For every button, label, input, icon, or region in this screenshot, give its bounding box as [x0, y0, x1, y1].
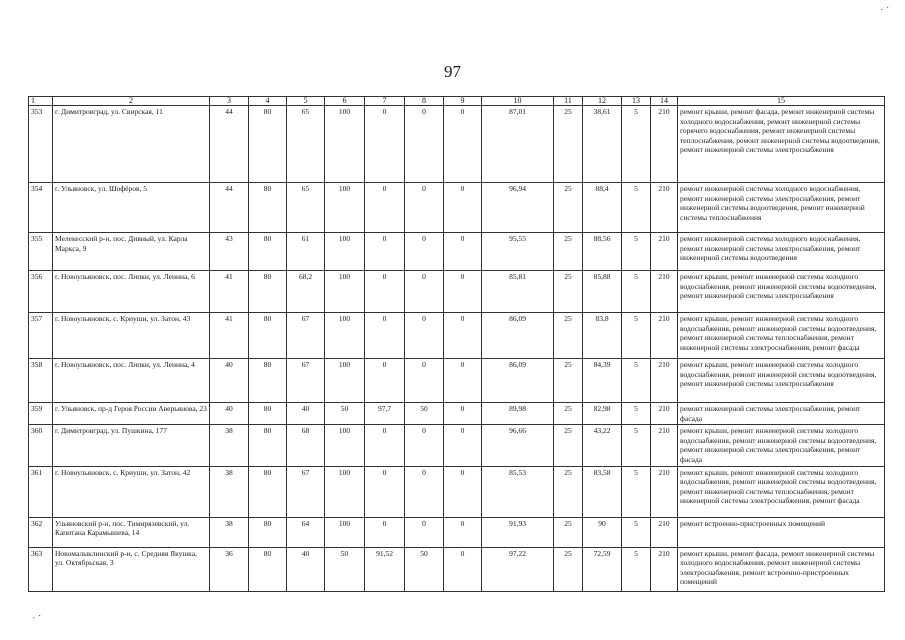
value-cell-col-4: 80 [249, 233, 287, 271]
value-cell-col-14: 210 [651, 403, 678, 425]
value-cell-col-11: 25 [554, 359, 583, 403]
value-cell-col-13: 5 [622, 547, 651, 591]
value-cell-col-13: 5 [622, 517, 651, 547]
value-cell-col-4: 80 [249, 313, 287, 359]
value-cell-col-8: 0 [405, 517, 444, 547]
value-cell-col-7: 0 [365, 359, 405, 403]
value-cell-col-11: 25 [554, 517, 583, 547]
works-cell: ремонт крыши, ремонт инженерной системы холодного водоснабжения, ремонт инженерной системы водоотведения, ремонт инженерной системы теплоснабжения, ремонт инженерной системы электроснабжения, ремонт фасада [678, 313, 885, 359]
address-cell: г. Новоульяновск, с. Криуши, ул. Затон, 43 [53, 313, 210, 359]
value-cell-col-5: 68 [287, 425, 325, 466]
value-cell-col-7: 91,52 [365, 547, 405, 591]
value-cell-col-8: 0 [405, 271, 444, 313]
value-cell-col-9: 0 [444, 547, 482, 591]
column-header-5: 5 [287, 97, 325, 106]
value-cell-col-13: 5 [622, 233, 651, 271]
table-row [29, 403, 885, 425]
value-cell-col-9: 0 [444, 425, 482, 466]
value-cell-col-3: 44 [210, 183, 249, 233]
value-cell-col-8: 0 [405, 183, 444, 233]
value-cell-col-14: 210 [651, 547, 678, 591]
value-cell-col-12: 85,88 [583, 271, 622, 313]
value-cell-col-9: 0 [444, 466, 482, 517]
value-cell-col-3: 38 [210, 425, 249, 466]
value-cell-col-12: 90 [583, 517, 622, 547]
value-cell-col-4: 80 [249, 517, 287, 547]
table-row [29, 359, 885, 403]
value-cell-col-3: 43 [210, 233, 249, 271]
address-cell: г. Новоульяновск, с. Криуши, ул. Затон, 42 [53, 466, 210, 517]
value-cell-col-6: 100 [325, 517, 365, 547]
address-cell: г. Новоульяновск, пос. Липки, ул. Ленина, 4 [53, 359, 210, 403]
value-cell-col-8: 0 [405, 313, 444, 359]
table-row [29, 183, 885, 233]
value-cell-col-5: 68,2 [287, 271, 325, 313]
value-cell-col-12: 84,39 [583, 359, 622, 403]
value-cell-col-9: 0 [444, 517, 482, 547]
value-cell-col-6: 100 [325, 271, 365, 313]
value-cell-col-3: 44 [210, 106, 249, 183]
column-header-2: 2 [53, 97, 210, 106]
value-cell-col-6: 100 [325, 313, 365, 359]
works-cell: ремонт крыши, ремонт фасада, ремонт инженерной системы холодного водоснабжения, ремонт инженерной системы горячего водоснабжения, ремонт инженерной системы теплоснабжения, ремонт инженерной системы водоотведения, ремонт инженерной системы электроснабжения [678, 106, 885, 183]
value-cell-col-7: 0 [365, 313, 405, 359]
row-number: 358 [29, 359, 53, 403]
value-cell-col-10: 91,93 [482, 517, 554, 547]
row-number: 353 [29, 106, 53, 183]
address-cell: Ульяновский р-н, пос. Тимирязевский, ул. Капитана Карамышева, 14 [53, 517, 210, 547]
works-cell: ремонт крыши, ремонт инженерной системы холодного водоснабжения, ремонт инженерной системы водоотведения, ремонт инженерной системы электроснабжения [678, 359, 885, 403]
table-row [29, 466, 885, 517]
value-cell-col-11: 25 [554, 313, 583, 359]
value-cell-col-13: 5 [622, 359, 651, 403]
row-number: 354 [29, 183, 53, 233]
value-cell-col-9: 0 [444, 403, 482, 425]
value-cell-col-3: 38 [210, 466, 249, 517]
value-cell-col-14: 210 [651, 183, 678, 233]
value-cell-col-14: 210 [651, 359, 678, 403]
value-cell-col-12: 82,98 [583, 403, 622, 425]
column-header-15: 15 [678, 97, 885, 106]
value-cell-col-8: 0 [405, 106, 444, 183]
column-header-1: 1 [29, 97, 53, 106]
works-cell: ремонт инженерной системы холодного водоснабжения, ремонт инженерной системы электроснабжения, ремонт инженерной системы водоотведения [678, 233, 885, 271]
value-cell-col-5: 64 [287, 517, 325, 547]
value-cell-col-5: 67 [287, 313, 325, 359]
column-header-6: 6 [325, 97, 365, 106]
value-cell-col-12: 38,61 [583, 106, 622, 183]
register-table [28, 96, 885, 592]
value-cell-col-11: 25 [554, 403, 583, 425]
value-cell-col-10: 86,09 [482, 359, 554, 403]
value-cell-col-14: 210 [651, 517, 678, 547]
value-cell-col-8: 50 [405, 403, 444, 425]
value-cell-col-9: 0 [444, 233, 482, 271]
row-number: 363 [29, 547, 53, 591]
value-cell-col-6: 100 [325, 106, 365, 183]
value-cell-col-14: 210 [651, 425, 678, 466]
value-cell-col-11: 25 [554, 106, 583, 183]
address-cell: г. Новоульяновск, пос. Липки, ул. Ленина, 6 [53, 271, 210, 313]
value-cell-col-13: 5 [622, 425, 651, 466]
value-cell-col-11: 25 [554, 233, 583, 271]
value-cell-col-12: 88,4 [583, 183, 622, 233]
works-cell: ремонт крыши, ремонт инженерной системы холодного водоснабжения, ремонт инженерной системы водоотведения, ремонт инженерной системы теплоснабжения, ремонт инженерной системы электроснабжения, ремонт фасада [678, 466, 885, 517]
value-cell-col-6: 50 [325, 403, 365, 425]
value-cell-col-11: 25 [554, 466, 583, 517]
address-cell: г. Ульяновск, ул. Шофёров, 5 [53, 183, 210, 233]
value-cell-col-14: 210 [651, 271, 678, 313]
value-cell-col-7: 0 [365, 106, 405, 183]
value-cell-col-11: 25 [554, 425, 583, 466]
address-cell: г. Димитровград, ул. Пушкина, 177 [53, 425, 210, 466]
value-cell-col-13: 5 [622, 106, 651, 183]
corner-scan-mark: ⠂⠁ [880, 6, 892, 15]
value-cell-col-4: 80 [249, 547, 287, 591]
value-cell-col-10: 85,81 [482, 271, 554, 313]
value-cell-col-10: 97,22 [482, 547, 554, 591]
value-cell-col-6: 100 [325, 359, 365, 403]
value-cell-col-9: 0 [444, 106, 482, 183]
value-cell-col-10: 89,98 [482, 403, 554, 425]
value-cell-col-12: 83,58 [583, 466, 622, 517]
column-header-4: 4 [249, 97, 287, 106]
value-cell-col-9: 0 [444, 359, 482, 403]
value-cell-col-4: 80 [249, 271, 287, 313]
value-cell-col-8: 50 [405, 547, 444, 591]
value-cell-col-3: 41 [210, 271, 249, 313]
table-row [29, 547, 885, 591]
address-cell: г. Ульяновск, пр-д Героя России Аверьянова, 23 [53, 403, 210, 425]
works-cell: ремонт встроенно-пристроенных помещений [678, 517, 885, 547]
value-cell-col-7: 97,7 [365, 403, 405, 425]
value-cell-col-6: 100 [325, 183, 365, 233]
value-cell-col-12: 83,8 [583, 313, 622, 359]
column-header-7: 7 [365, 97, 405, 106]
column-header-9: 9 [444, 97, 482, 106]
row-number: 355 [29, 233, 53, 271]
column-header-8: 8 [405, 97, 444, 106]
value-cell-col-6: 50 [325, 547, 365, 591]
value-cell-col-4: 80 [249, 425, 287, 466]
value-cell-col-5: 67 [287, 466, 325, 517]
value-cell-col-7: 0 [365, 466, 405, 517]
value-cell-col-10: 95,55 [482, 233, 554, 271]
value-cell-col-13: 5 [622, 271, 651, 313]
value-cell-col-11: 25 [554, 183, 583, 233]
value-cell-col-14: 210 [651, 313, 678, 359]
value-cell-col-4: 80 [249, 466, 287, 517]
value-cell-col-7: 0 [365, 517, 405, 547]
column-header-12: 12 [583, 97, 622, 106]
table-row [29, 233, 885, 271]
table-header-row [29, 97, 885, 106]
works-cell: ремонт инженерной системы электроснабжения, ремонт фасада [678, 403, 885, 425]
column-header-13: 13 [622, 97, 651, 106]
value-cell-col-10: 87,01 [482, 106, 554, 183]
value-cell-col-5: 65 [287, 106, 325, 183]
works-cell: ремонт крыши, ремонт инженерной системы холодного водоснабжения, ремонт инженерной системы водоотведения, ремонт инженерной системы электроснабжения [678, 271, 885, 313]
value-cell-col-5: 67 [287, 359, 325, 403]
value-cell-col-6: 100 [325, 466, 365, 517]
value-cell-col-4: 80 [249, 183, 287, 233]
value-cell-col-6: 100 [325, 233, 365, 271]
value-cell-col-5: 40 [287, 547, 325, 591]
value-cell-col-10: 96,94 [482, 183, 554, 233]
value-cell-col-14: 210 [651, 466, 678, 517]
column-header-14: 14 [651, 97, 678, 106]
column-header-10: 10 [482, 97, 554, 106]
value-cell-col-3: 41 [210, 313, 249, 359]
value-cell-col-8: 0 [405, 233, 444, 271]
value-cell-col-4: 80 [249, 106, 287, 183]
value-cell-col-14: 210 [651, 106, 678, 183]
row-number: 361 [29, 466, 53, 517]
value-cell-col-4: 80 [249, 359, 287, 403]
table-row [29, 271, 885, 313]
address-cell: г. Димитровград, ул. Свирская, 11 [53, 106, 210, 183]
value-cell-col-7: 0 [365, 183, 405, 233]
value-cell-col-14: 210 [651, 233, 678, 271]
value-cell-col-10: 96,66 [482, 425, 554, 466]
works-cell: ремонт инженерной системы холодного водоснабжения, ремонт инженерной системы электроснабжения, ремонт инженерной системы водоотведения, ремонт инженерной системы теплоснабжения [678, 183, 885, 233]
value-cell-col-10: 86,09 [482, 313, 554, 359]
row-number: 357 [29, 313, 53, 359]
address-cell: Мелекесский р-н, пос. Дивный, ул. Карла Маркса, 9 [53, 233, 210, 271]
row-number: 362 [29, 517, 53, 547]
value-cell-col-13: 5 [622, 466, 651, 517]
value-cell-col-9: 0 [444, 183, 482, 233]
value-cell-col-10: 85,53 [482, 466, 554, 517]
value-cell-col-4: 80 [249, 403, 287, 425]
value-cell-col-12: 88,56 [583, 233, 622, 271]
column-header-11: 11 [554, 97, 583, 106]
corner-scan-mark: ⠄⠂ [32, 612, 44, 621]
value-cell-col-9: 0 [444, 271, 482, 313]
table-row [29, 517, 885, 547]
works-cell: ремонт крыши, ремонт инженерной системы холодного водоснабжения, ремонт инженерной системы водоотведения, ремонт инженерной системы электроснабжения, ремонт фасада [678, 425, 885, 466]
table-row [29, 425, 885, 466]
value-cell-col-5: 65 [287, 183, 325, 233]
row-number: 359 [29, 403, 53, 425]
value-cell-col-12: 43,22 [583, 425, 622, 466]
value-cell-col-6: 100 [325, 425, 365, 466]
value-cell-col-3: 40 [210, 403, 249, 425]
column-header-3: 3 [210, 97, 249, 106]
value-cell-col-7: 0 [365, 233, 405, 271]
value-cell-col-3: 38 [210, 517, 249, 547]
address-cell: Новомалыклинский р-н, с. Средняя Якушка, ул. Октябрьская, 3 [53, 547, 210, 591]
value-cell-col-7: 0 [365, 271, 405, 313]
value-cell-col-13: 5 [622, 183, 651, 233]
value-cell-col-5: 61 [287, 233, 325, 271]
value-cell-col-5: 40 [287, 403, 325, 425]
page-number: 97 [444, 62, 461, 81]
value-cell-col-11: 25 [554, 547, 583, 591]
table-body [29, 106, 885, 592]
value-cell-col-8: 0 [405, 425, 444, 466]
works-cell: ремонт крыши, ремонт фасада, ремонт инженерной системы холодного водоснабжения, ремонт инженерной системы электроснабжения, ремонт встроенно-пристроенных помещений [678, 547, 885, 591]
table-row [29, 313, 885, 359]
row-number: 356 [29, 271, 53, 313]
value-cell-col-13: 5 [622, 313, 651, 359]
row-number: 360 [29, 425, 53, 466]
value-cell-col-8: 0 [405, 359, 444, 403]
value-cell-col-3: 40 [210, 359, 249, 403]
value-cell-col-3: 36 [210, 547, 249, 591]
value-cell-col-13: 5 [622, 403, 651, 425]
value-cell-col-7: 0 [365, 425, 405, 466]
value-cell-col-11: 25 [554, 271, 583, 313]
value-cell-col-9: 0 [444, 313, 482, 359]
table-row [29, 106, 885, 183]
value-cell-col-12: 72,59 [583, 547, 622, 591]
value-cell-col-8: 0 [405, 466, 444, 517]
